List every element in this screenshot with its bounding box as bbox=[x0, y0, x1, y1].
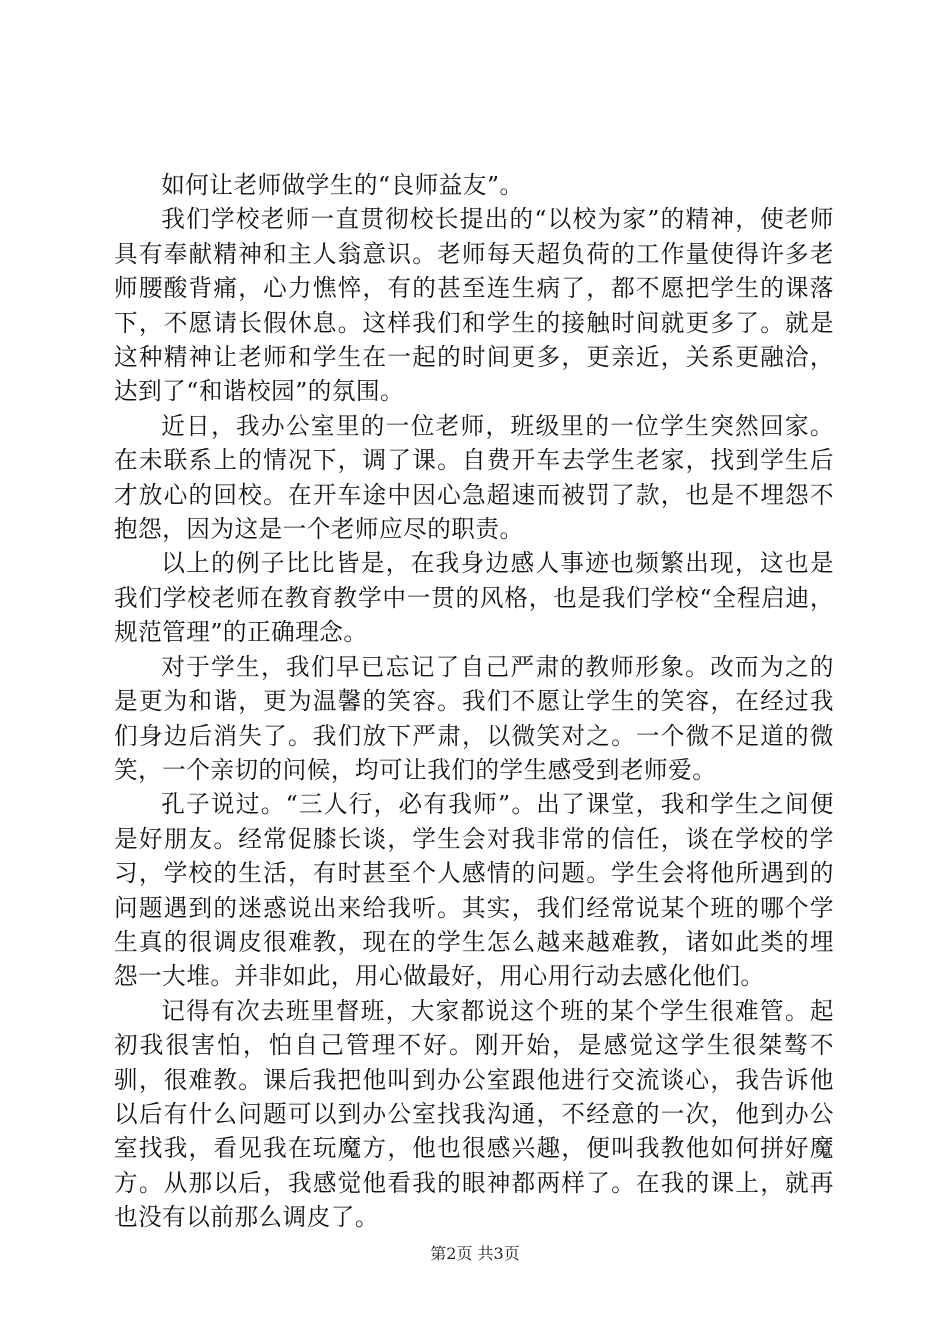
paragraph-2: 我们学校老师一直贯彻校长提出的“以校为家”的精神，使老师具有奉献精神和主人翁意识。老师每天超负荷的工作量使得许多老师腰酸背痛，心力憔悴，有的甚至连生病了，都不愿把学生的课落下，不愿请长假休息。这样我们和学生的接触时间就更多了。就是这种精神让老师和学生在一起的时间更多，更亲近，关系更融洽，达到了“和谐校园”的氛围。 bbox=[114, 205, 834, 406]
document-body bbox=[114, 168, 834, 1235]
paragraph-3: 近日，我办公室里的一位老师，班级里的一位学生突然回家。在未联系上的情况下，调了课。自费开车去学生老家，找到学生后才放心的回校。在开车途中因心急超速而被罚了款，也是不埋怨不抱怨，因为这是一个老师应尽的职责。 bbox=[114, 411, 834, 544]
paragraph-1: 如何让老师做学生的“良师益友”。 bbox=[161, 171, 524, 199]
page-footer: 第2页 共3页 bbox=[430, 1244, 520, 1263]
paragraph-4: 以上的例子比比皆是，在我身边感人事迹也频繁出现，这也是我们学校老师在教育教学中一贯的风格，也是我们学校“全程启迪，规范管理”的正确理念。 bbox=[114, 549, 834, 647]
paragraph-6: 孔子说过。“三人行，必有我师”。出了课堂，我和学生之间便是好朋友。经常促膝长谈，学生会对我非常的信任，谈在学校的学习，学校的生活，有时甚至个人感情的问题。学生会将他所遇到的问题遇到的迷惑说出来给我听。其实，我们经常说某个班的哪个学生真的很调皮很难教，现在的学生怎么越来越难教，诸如此类的埋怨一大堆。并非如此，用心做最好，用心用行动去感化他们。 bbox=[114, 790, 834, 991]
paragraph-7: 记得有次去班里督班，大家都说这个班的某个学生很难管。起初我很害怕，怕自己管理不好。刚开始，是感觉这学生很桀骜不驯，很难教。课后我把他叫到办公室跟他进行交流谈心，我告诉他以后有什么问题可以到办公室找我沟通，不经意的一次，他到办公室找我，看见我在玩魔方，他也很感兴趣，便叫我教他如何拼好魔方。从那以后，我感觉他看我的眼神都两样了。在我的课上，就再也没有以前那么调皮了。 bbox=[114, 996, 834, 1232]
paragraph-5: 对于学生，我们早已忘记了自己严肃的教师形象。改而为之的是更为和谐，更为温馨的笑容。我们不愿让学生的笑容，在经过我们身边后消失了。我们放下严肃，以微笑对之。一个微不足道的微笑，一个亲切的问候，均可让我们的学生感受到老师爱。 bbox=[114, 652, 834, 784]
